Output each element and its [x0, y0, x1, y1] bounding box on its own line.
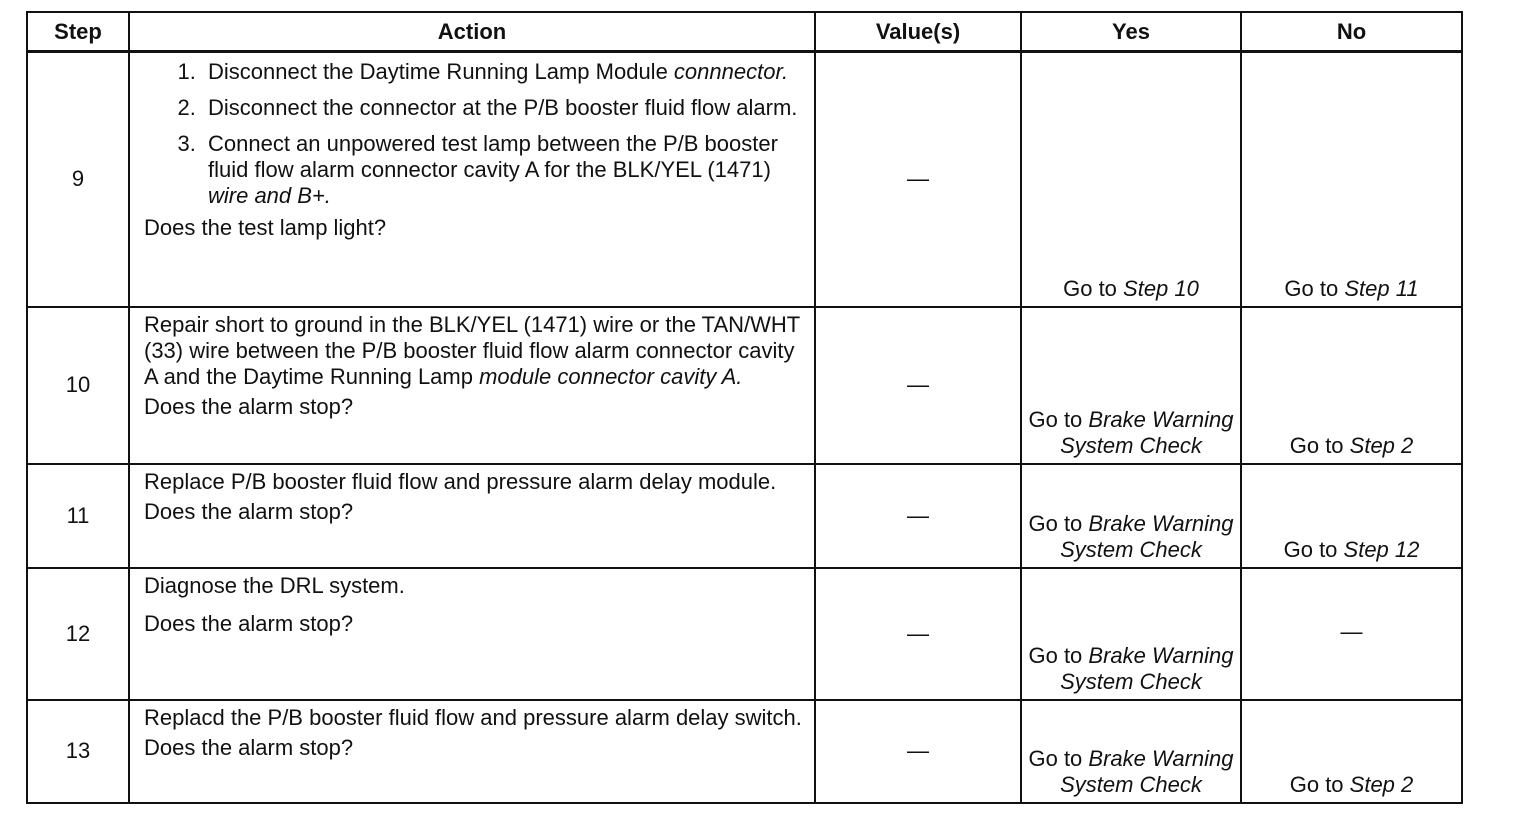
step-number: 12 — [27, 568, 129, 700]
action-cell — [129, 464, 815, 568]
value-cell: — — [815, 52, 1021, 307]
action-steps — [144, 59, 804, 209]
action-cell — [129, 568, 815, 700]
action-text: Diagnose the DRL system. — [144, 572, 405, 598]
yes-cell: Go to Step 10 — [1021, 52, 1241, 307]
value-cell: — — [815, 464, 1021, 568]
table-row — [27, 307, 1462, 464]
action-question: Does the alarm stop? — [144, 393, 354, 419]
action-cell — [129, 52, 815, 307]
action-cell — [129, 700, 815, 803]
no-cell: Go to Step 11 — [1241, 52, 1462, 307]
header-action: Action — [129, 12, 815, 52]
no-cell: Go to Step 2 — [1241, 700, 1462, 803]
header-step: Step — [27, 12, 129, 52]
action-question: Does the alarm stop? — [144, 734, 354, 760]
table-row — [27, 700, 1462, 803]
step-number: 9 — [27, 52, 129, 307]
no-cell: Go to Step 12 — [1241, 464, 1462, 568]
action-step: 2. Disconnect the connector at the P/B booster fluid flow alarm. — [202, 95, 804, 121]
diagnostic-table — [26, 11, 1463, 804]
header-row — [27, 12, 1462, 52]
table-row — [27, 464, 1462, 568]
yes-cell: Go to Brake Warning System Check — [1021, 307, 1241, 464]
no-cell: — — [1241, 568, 1462, 700]
value-cell: — — [815, 568, 1021, 700]
action-question: Does the alarm stop? — [144, 498, 354, 524]
step-number: 10 — [27, 307, 129, 464]
yes-cell: Go to Brake Warning System Check — [1021, 700, 1241, 803]
step-number: 11 — [27, 464, 129, 568]
yes-cell: Go to Brake Warning System Check — [1021, 568, 1241, 700]
table-row — [27, 52, 1462, 307]
action-text: Replacd the P/B booster fluid flow and pressure alarm delay switch. — [144, 704, 802, 730]
no-cell: Go to Step 2 — [1241, 307, 1462, 464]
header-values: Value(s) — [815, 12, 1021, 52]
action-question: Does the alarm stop? — [144, 610, 354, 636]
yes-cell: Go to Brake Warning System Check — [1021, 464, 1241, 568]
action-step: 1. Disconnect the Daytime Running Lamp Module connnector. — [202, 59, 804, 85]
action-text: Repair short to ground in the BLK/YEL (1471) wire or the TAN/WHT (33) wire between the P/B booster fluid flow alarm connector cavity A and the Daytime Running Lamp module connector cavity A. — [144, 311, 800, 389]
action-cell — [129, 307, 815, 464]
header-no: No — [1241, 12, 1462, 52]
action-question: Does the test lamp light? — [144, 215, 387, 240]
header-yes: Yes — [1021, 12, 1241, 52]
action-step: 3. Connect an unpowered test lamp between the P/B booster fluid flow alarm connector cavity A for the BLK/YEL (1471) wire and B+. — [202, 131, 804, 209]
value-cell: — — [815, 307, 1021, 464]
step-number: 13 — [27, 700, 129, 803]
action-text: Replace P/B booster fluid flow and pressure alarm delay module. — [144, 468, 777, 494]
table-row — [27, 568, 1462, 700]
value-cell: — — [815, 700, 1021, 803]
